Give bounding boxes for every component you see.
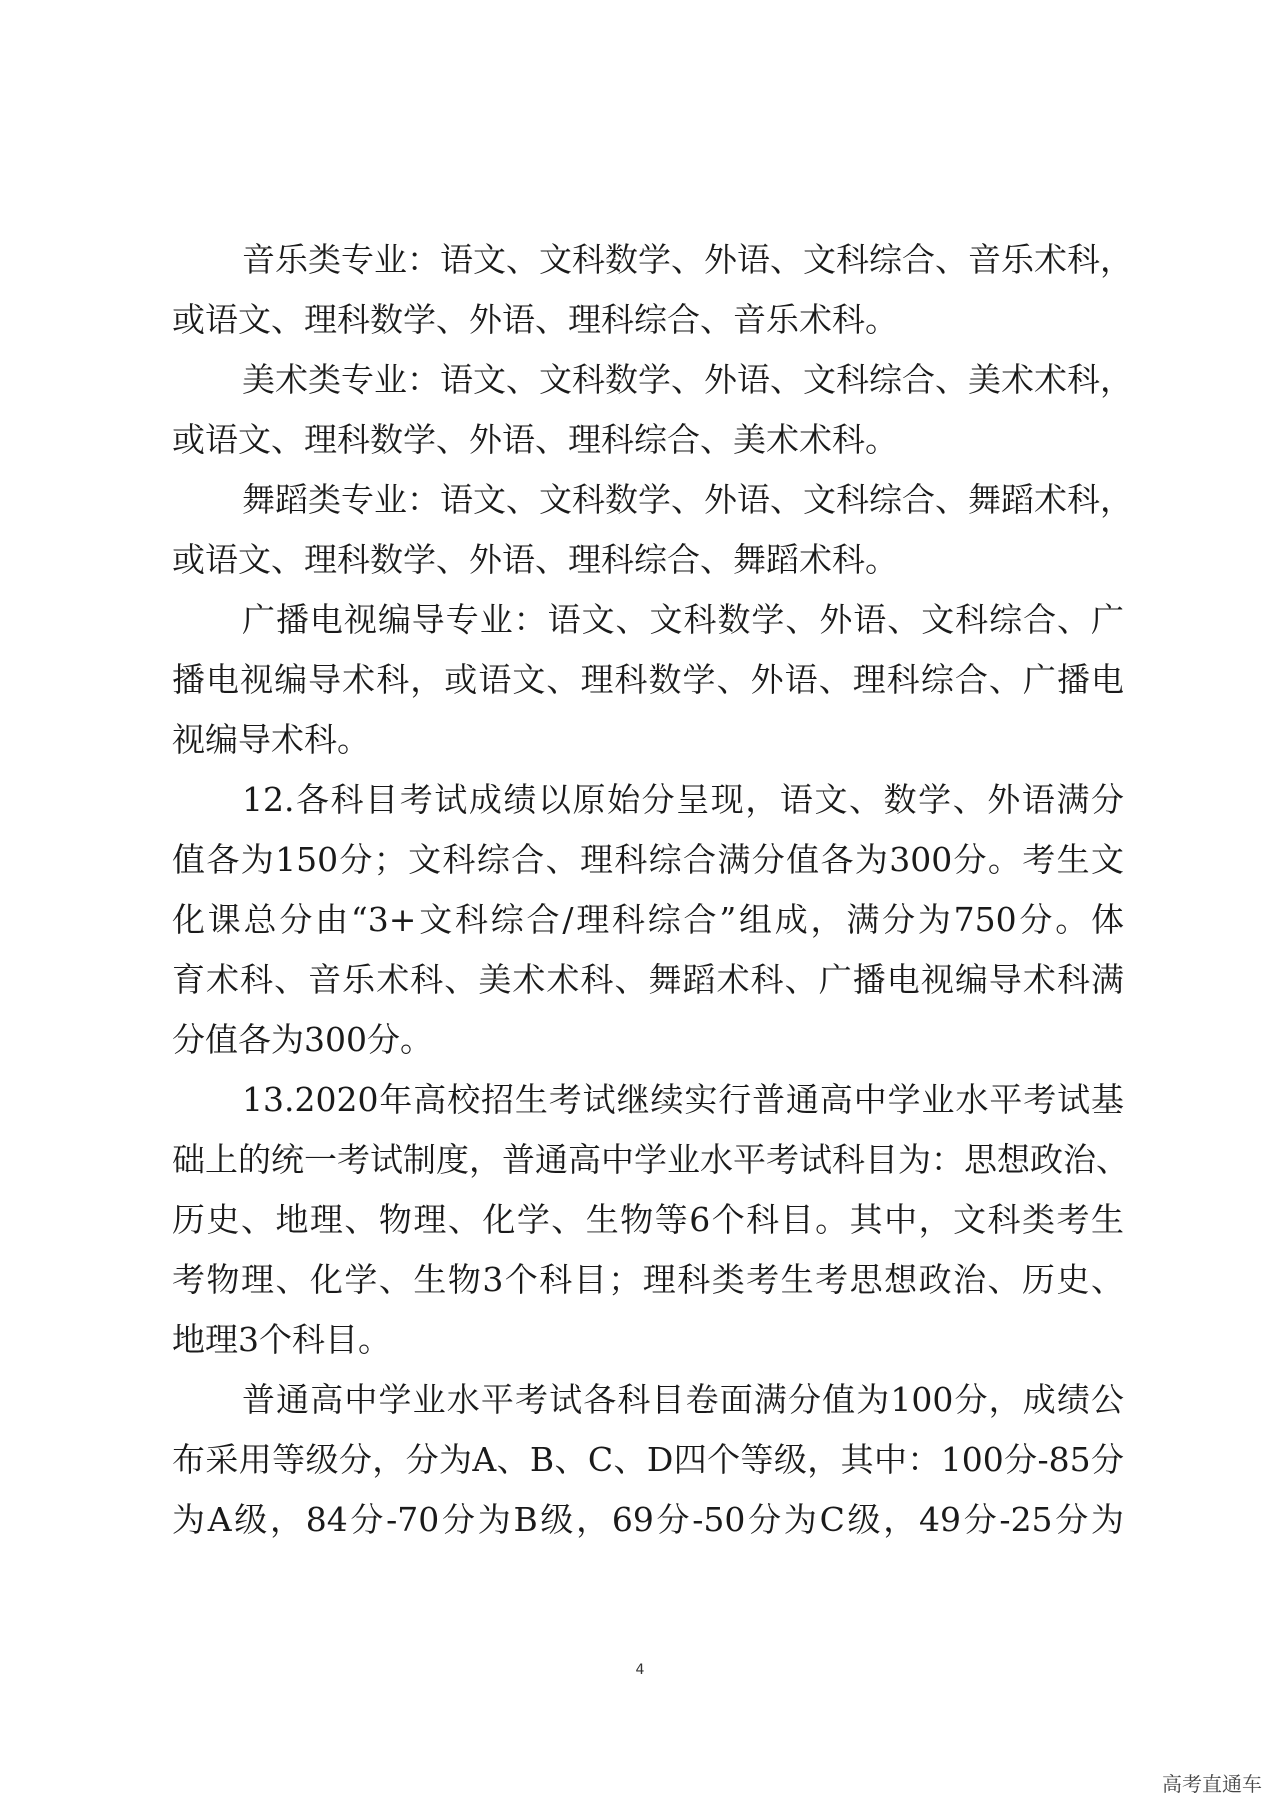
paragraph-line: 历史、地理、物理、化学、生物等6个科目。其中，文科类考生 [172, 1200, 1124, 1239]
paragraph-line: 分值各为300分。 [172, 1020, 433, 1059]
paragraph-line: 广播电视编导专业：语文、文科数学、外语、文科综合、广 [242, 600, 1124, 639]
paragraph-line: 播电视编导术科，或语文、理科数学、外语、理科综合、广播电 [172, 660, 1124, 699]
paragraph-line: 舞蹈类专业：语文、文科数学、外语、文科综合、舞蹈术科， [242, 480, 1133, 519]
paragraph-line: 地理3个科目。 [172, 1320, 391, 1359]
paragraph-line: 或语文、理科数学、外语、理科综合、美术术科。 [172, 420, 898, 459]
watermark-text: 高考直通车 [1162, 1772, 1262, 1796]
page-number: 4 [635, 1662, 645, 1678]
paragraph-line: 或语文、理科数学、外语、理科综合、舞蹈术科。 [172, 540, 898, 579]
paragraph-line: 布采用等级分，分为A、B、C、D四个等级，其中：100分-85分 [172, 1440, 1124, 1479]
paragraph-line: 化课总分由“3+文科综合/理科综合”组成，满分为750分。体 [172, 900, 1124, 939]
paragraph-line: 育术科、音乐术科、美术术科、舞蹈术科、广播电视编导术科满 [172, 960, 1124, 999]
paragraph-line: 12.各科目考试成绩以原始分呈现，语文、数学、外语满分 [242, 780, 1124, 819]
paragraph-line: 美术类专业：语文、文科数学、外语、文科综合、美术术科， [242, 360, 1133, 399]
paragraph-line: 13.2020年高校招生考试继续实行普通高中学业水平考试基 [242, 1080, 1124, 1119]
paragraph-line: 视编导术科。 [172, 720, 370, 759]
paragraph-line: 础上的统一考试制度，普通高中学业水平考试科目为：思想政治、 [172, 1140, 1129, 1179]
paragraph-line: 或语文、理科数学、外语、理科综合、音乐术科。 [172, 300, 898, 339]
paragraph-line: 为A级，84分-70分为B级，69分-50分为C级，49分-25分为 [172, 1500, 1124, 1539]
paragraph-line: 值各为150分；文科综合、理科综合满分值各为300分。考生文 [172, 840, 1124, 879]
paragraph-line: 普通高中学业水平考试各科目卷面满分值为100分，成绩公 [242, 1380, 1124, 1419]
paragraph-line: 音乐类专业：语文、文科数学、外语、文科综合、音乐术科， [242, 240, 1133, 279]
paragraph-line: 考物理、化学、生物3个科目；理科类考生考思想政治、历史、 [172, 1260, 1124, 1299]
document-body [172, 230, 1133, 1550]
